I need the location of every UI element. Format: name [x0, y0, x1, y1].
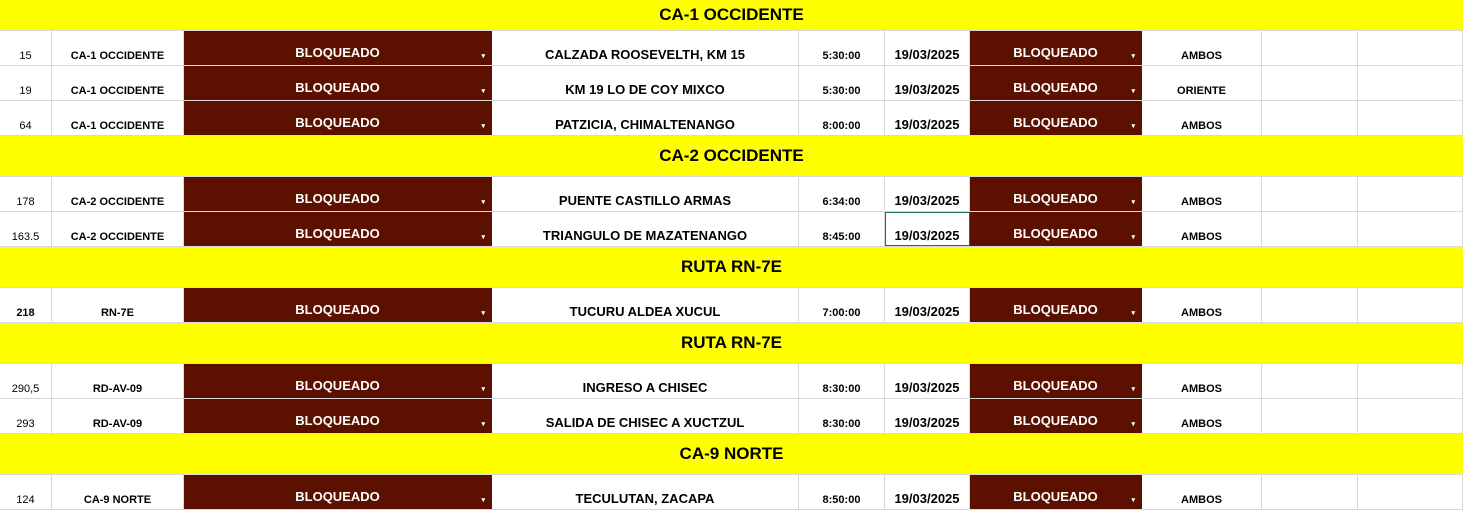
hora-value: 7:00:00 [822, 307, 861, 319]
ruta-value: CA-1 OCCIDENTE [70, 85, 165, 97]
estado2-dropdown[interactable] [970, 212, 1142, 246]
estado-value: BLOQUEADO [295, 45, 380, 60]
ubicacion-value: TUCURU ALDEA XUCUL [569, 304, 721, 319]
estado2-value: BLOQUEADO [1013, 191, 1098, 206]
ubicacion-cell[interactable] [492, 31, 799, 65]
ubicacion-cell[interactable] [492, 66, 799, 100]
ruta-value: RN-7E [100, 307, 134, 319]
empty-cell[interactable] [1358, 212, 1463, 246]
ubicacion-cell[interactable] [492, 212, 799, 246]
ruta-value: CA-9 NORTE [83, 494, 152, 506]
section-header[interactable]: RUTA RN-7E [0, 247, 1463, 288]
ruta-value: CA-2 OCCIDENTE [70, 196, 165, 208]
estado2-value: BLOQUEADO [1013, 226, 1098, 241]
ubicacion-value: PUENTE CASTILLO ARMAS [558, 193, 732, 208]
dropdown-arrow-icon[interactable]: ▾ [1131, 53, 1135, 60]
ruta-cell[interactable] [52, 177, 184, 211]
estado2-dropdown[interactable] [970, 31, 1142, 65]
estado2-dropdown[interactable] [970, 177, 1142, 211]
section-header[interactable]: CA-9 NORTE [0, 434, 1463, 475]
ruta-cell[interactable] [52, 364, 184, 398]
estado-value: BLOQUEADO [295, 226, 380, 241]
dropdown-arrow-icon[interactable]: ▾ [481, 421, 485, 428]
ubicacion-cell[interactable] [492, 399, 799, 433]
fecha-cell[interactable] [885, 399, 970, 433]
sentido-cell[interactable] [1142, 177, 1262, 211]
ruta-cell[interactable] [52, 399, 184, 433]
estado2-value: BLOQUEADO [1013, 115, 1098, 130]
estado-dropdown[interactable] [184, 101, 492, 135]
empty-cell[interactable] [1262, 31, 1358, 65]
dropdown-arrow-icon[interactable]: ▾ [1131, 234, 1135, 241]
fecha-value: 19/03/2025 [894, 193, 960, 208]
empty-cell[interactable] [1358, 66, 1463, 100]
empty-cell[interactable] [1358, 177, 1463, 211]
estado2-dropdown[interactable] [970, 288, 1142, 322]
empty-cell[interactable] [1262, 475, 1358, 509]
empty-cell[interactable] [1358, 475, 1463, 509]
ubicacion-cell[interactable] [492, 288, 799, 322]
estado2-value: BLOQUEADO [1013, 45, 1098, 60]
ruta-value: RD-AV-09 [92, 418, 143, 430]
sentido-cell[interactable] [1142, 66, 1262, 100]
table-row [0, 212, 1463, 247]
empty-cell[interactable] [1358, 364, 1463, 398]
sentido-cell[interactable] [1142, 399, 1262, 433]
hora-value: 8:00:00 [822, 120, 861, 132]
section-header[interactable]: RUTA RN-7E [0, 323, 1463, 364]
km-value: 163.5 [11, 231, 40, 243]
hora-value: 8:30:00 [822, 418, 861, 430]
ubicacion-cell[interactable] [492, 101, 799, 135]
sentido-cell[interactable] [1142, 288, 1262, 322]
dropdown-arrow-icon[interactable]: ▾ [1131, 497, 1135, 504]
sentido-value: AMBOS [1181, 307, 1222, 319]
table-row [0, 177, 1463, 212]
section-header[interactable]: CA-2 OCCIDENTE [0, 136, 1463, 177]
hora-value: 8:50:00 [822, 494, 861, 506]
km-cell[interactable] [0, 364, 52, 398]
ruta-cell[interactable] [52, 101, 184, 135]
empty-cell[interactable] [1358, 399, 1463, 433]
estado2-value: BLOQUEADO [1013, 80, 1098, 95]
ruta-cell[interactable] [52, 212, 184, 246]
estado-dropdown[interactable] [184, 475, 492, 509]
estado2-dropdown[interactable] [970, 475, 1142, 509]
fecha-value: 19/03/2025 [894, 304, 960, 319]
hora-cell[interactable] [799, 212, 885, 246]
sentido-value: AMBOS [1181, 418, 1222, 430]
hora-cell[interactable] [799, 475, 885, 509]
dropdown-arrow-icon[interactable]: ▾ [1131, 310, 1135, 317]
hora-cell[interactable] [799, 364, 885, 398]
fecha-value: 19/03/2025 [894, 117, 960, 132]
estado2-dropdown[interactable] [970, 101, 1142, 135]
empty-cell[interactable] [1262, 212, 1358, 246]
fecha-cell[interactable] [885, 364, 970, 398]
empty-cell[interactable] [1262, 66, 1358, 100]
fecha-cell[interactable] [885, 101, 970, 135]
estado-value: BLOQUEADO [295, 413, 380, 428]
ubicacion-value: SALIDA DE CHISEC A XUCTZUL [545, 415, 745, 430]
table-row [0, 399, 1463, 434]
dropdown-arrow-icon[interactable]: ▾ [1131, 123, 1135, 130]
empty-cell[interactable] [1358, 288, 1463, 322]
km-value: 64 [19, 120, 32, 132]
hora-value: 8:45:00 [822, 231, 861, 243]
ruta-cell[interactable] [52, 31, 184, 65]
hora-cell[interactable] [799, 101, 885, 135]
sentido-value: AMBOS [1181, 196, 1222, 208]
fecha-value: 19/03/2025 [894, 380, 960, 395]
sentido-cell[interactable] [1142, 101, 1262, 135]
dropdown-arrow-icon[interactable]: ▾ [481, 88, 485, 95]
ubicacion-cell[interactable] [492, 177, 799, 211]
fecha-cell[interactable] [885, 31, 970, 65]
hora-value: 6:34:00 [822, 196, 861, 208]
empty-cell[interactable] [1262, 288, 1358, 322]
fecha-cell[interactable] [885, 212, 970, 246]
table-row [0, 66, 1463, 101]
empty-cell[interactable] [1358, 101, 1463, 135]
estado-dropdown[interactable] [184, 66, 492, 100]
km-value: 19 [19, 85, 32, 97]
ubicacion-cell[interactable] [492, 364, 799, 398]
sentido-cell[interactable] [1142, 475, 1262, 509]
estado-value: BLOQUEADO [295, 191, 380, 206]
estado2-value: BLOQUEADO [1013, 378, 1098, 393]
estado-value: BLOQUEADO [295, 115, 380, 130]
dropdown-arrow-icon[interactable]: ▾ [1131, 421, 1135, 428]
fecha-cell[interactable] [885, 177, 970, 211]
hora-cell[interactable] [799, 288, 885, 322]
sentido-cell[interactable] [1142, 212, 1262, 246]
sentido-value: ORIENTE [1177, 85, 1226, 97]
ubicacion-value: CALZADA ROOSEVELTH, KM 15 [544, 47, 746, 62]
table-row [0, 31, 1463, 66]
estado2-dropdown[interactable] [970, 399, 1142, 433]
sentido-value: AMBOS [1181, 231, 1222, 243]
empty-cell[interactable] [1262, 177, 1358, 211]
estado-value: BLOQUEADO [295, 80, 380, 95]
hora-cell[interactable] [799, 66, 885, 100]
ruta-cell[interactable] [52, 288, 184, 322]
km-cell[interactable] [0, 177, 52, 211]
table-row [0, 101, 1463, 136]
estado2-value: BLOQUEADO [1013, 413, 1098, 428]
km-cell[interactable] [0, 212, 52, 246]
ruta-cell[interactable] [52, 475, 184, 509]
dropdown-arrow-icon[interactable]: ▾ [481, 53, 485, 60]
km-cell[interactable] [0, 66, 52, 100]
dropdown-arrow-icon[interactable]: ▾ [1131, 199, 1135, 206]
empty-cell[interactable] [1358, 31, 1463, 65]
km-cell[interactable] [0, 31, 52, 65]
hora-value: 8:30:00 [822, 383, 861, 395]
ruta-cell[interactable] [52, 66, 184, 100]
dropdown-arrow-icon[interactable]: ▾ [481, 386, 485, 393]
estado2-value: BLOQUEADO [1013, 489, 1098, 504]
hora-value: 5:30:00 [822, 85, 861, 97]
table-row [0, 364, 1463, 399]
ruta-value: CA-1 OCCIDENTE [70, 50, 165, 62]
estado-value: BLOQUEADO [295, 489, 380, 504]
estado-dropdown[interactable] [184, 177, 492, 211]
estado-dropdown[interactable] [184, 288, 492, 322]
km-cell[interactable] [0, 101, 52, 135]
hora-cell[interactable] [799, 31, 885, 65]
ubicacion-value: KM 19 LO DE COY MIXCO [565, 82, 725, 97]
empty-cell[interactable] [1262, 364, 1358, 398]
fecha-cell[interactable] [885, 288, 970, 322]
ruta-value: RD-AV-09 [92, 383, 143, 395]
dropdown-arrow-icon[interactable]: ▾ [481, 497, 485, 504]
estado-dropdown[interactable] [184, 399, 492, 433]
km-value: 293 [16, 418, 35, 430]
km-value: 15 [19, 50, 32, 62]
ubicacion-value: TECULUTAN, ZACAPA [575, 491, 715, 506]
km-value: 218 [16, 307, 35, 319]
fecha-value: 19/03/2025 [894, 82, 960, 97]
ubicacion-value: INGRESO A CHISEC [582, 380, 708, 395]
sentido-value: AMBOS [1181, 494, 1222, 506]
estado-dropdown[interactable] [184, 364, 492, 398]
fecha-cell[interactable] [885, 475, 970, 509]
ubicacion-cell[interactable] [492, 475, 799, 509]
km-value: 124 [16, 494, 35, 506]
empty-cell[interactable] [1262, 101, 1358, 135]
estado-value: BLOQUEADO [295, 302, 380, 317]
dropdown-arrow-icon[interactable]: ▾ [481, 199, 485, 206]
table-row [0, 475, 1463, 510]
ubicacion-value: TRIANGULO DE MAZATENANGO [542, 228, 748, 243]
empty-cell[interactable] [1262, 399, 1358, 433]
dropdown-arrow-icon[interactable]: ▾ [1131, 88, 1135, 95]
fecha-value: 19/03/2025 [894, 228, 960, 243]
fecha-value: 19/03/2025 [894, 491, 960, 506]
km-value: 178 [16, 196, 35, 208]
hora-cell[interactable] [799, 399, 885, 433]
ubicacion-value: PATZICIA, CHIMALTENANGO [555, 117, 735, 132]
estado2-value: BLOQUEADO [1013, 302, 1098, 317]
km-cell[interactable] [0, 288, 52, 322]
estado-dropdown[interactable] [184, 31, 492, 65]
sentido-cell[interactable] [1142, 31, 1262, 65]
sentido-value: AMBOS [1181, 50, 1222, 62]
fecha-cell[interactable] [885, 66, 970, 100]
dropdown-arrow-icon[interactable]: ▾ [481, 234, 485, 241]
ruta-value: CA-2 OCCIDENTE [70, 231, 165, 243]
table-row [0, 288, 1463, 323]
section-header[interactable]: CA-1 OCCIDENTE [0, 0, 1463, 31]
fecha-value: 19/03/2025 [894, 47, 960, 62]
estado2-dropdown[interactable] [970, 66, 1142, 100]
estado-dropdown[interactable] [184, 212, 492, 246]
fecha-value: 19/03/2025 [894, 415, 960, 430]
hora-cell[interactable] [799, 177, 885, 211]
dropdown-arrow-icon[interactable]: ▾ [481, 123, 485, 130]
dropdown-arrow-icon[interactable]: ▾ [1131, 386, 1135, 393]
hora-value: 5:30:00 [822, 50, 861, 62]
estado-value: BLOQUEADO [295, 378, 380, 393]
km-cell[interactable] [0, 399, 52, 433]
km-cell[interactable] [0, 475, 52, 509]
sentido-value: AMBOS [1181, 383, 1222, 395]
ruta-value: CA-1 OCCIDENTE [70, 120, 165, 132]
dropdown-arrow-icon[interactable]: ▾ [481, 310, 485, 317]
km-value: 290,5 [11, 383, 40, 395]
sentido-value: AMBOS [1181, 120, 1222, 132]
sentido-cell[interactable] [1142, 364, 1262, 398]
estado2-dropdown[interactable] [970, 364, 1142, 398]
